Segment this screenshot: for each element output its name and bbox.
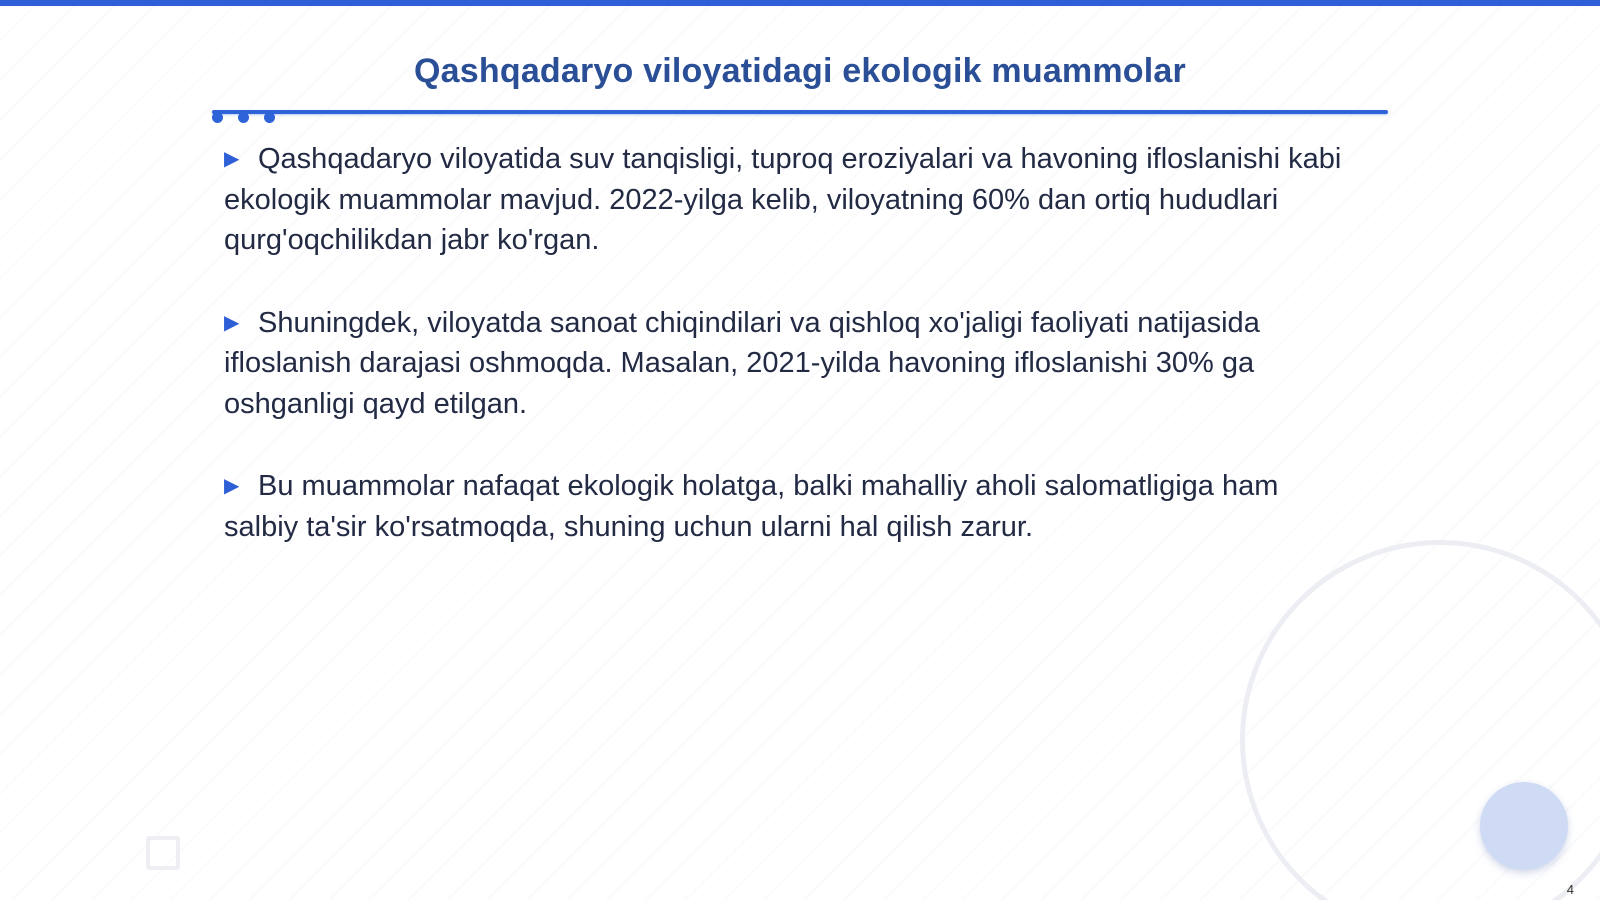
play-triangle-icon: ▶ xyxy=(224,475,240,497)
slide-title: Qashqadaryo viloyatidagi ekologik muammolar xyxy=(414,52,1186,90)
title-underline xyxy=(212,110,1388,114)
bullet-text: Shuningdek, viloyatda sanoat chiqindilari va qishloq xo'jaligi faoliyati natijasida ifloslanish darajasi oshmoqda. Masalan, 2021-yilda havoning ifloslanishi 30% ga oshganligi qayd etilgan. xyxy=(224,306,1260,420)
bullet-text: Bu muammolar nafaqat ekologik holatga, balki mahalliy aholi salomatligiga ham salbiy ta'sir ko'rsatmoqda, shuning uchun ularni hal qilish zarur. xyxy=(224,470,1279,543)
bullet-item xyxy=(224,303,1354,425)
play-triangle-icon: ▶ xyxy=(224,311,240,334)
underline-dot xyxy=(212,112,223,123)
bullet-item xyxy=(224,139,1354,261)
underline-dot xyxy=(238,112,249,123)
page-number: 4 xyxy=(1566,882,1574,897)
bullet-text: Qashqadaryo viloyatida suv tanqisligi, tuproq eroziyalari va havoning ifloslanishi kabi ekologik muammolar mavjud. 2022-yilga kelib, viloyatning 60% dan ortiq hududlari qurg'oqchilikdan jabr ko'rgan. xyxy=(224,143,1342,256)
play-triangle-icon: ▶ xyxy=(224,148,240,170)
bullet-item xyxy=(224,466,1354,547)
underline-dot xyxy=(264,112,275,123)
bullet-list xyxy=(224,139,1354,589)
top-accent-bar xyxy=(0,0,1600,6)
decorative-square xyxy=(146,836,180,870)
decorative-circle xyxy=(1480,782,1568,870)
